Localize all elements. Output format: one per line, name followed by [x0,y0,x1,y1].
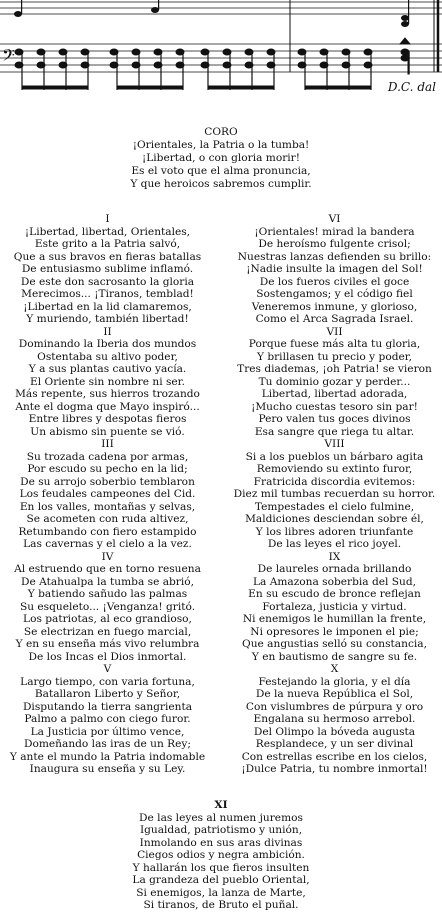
verse-line: Removiendo su extinto furor, [256,463,413,475]
verse-line: Fortaleza, justicia y virtud. [262,600,407,613]
verse-line: Las cavernas y el cielo a la vez. [23,538,192,550]
verse-line: Este grito a la Patria salvó, [34,238,181,250]
verse-line: ¡Mucho cuestas tesoro sin par! [251,400,418,413]
verse-line: De su arrojo soberbio temblaron [20,475,195,488]
chorus-line: Es el voto que el alma pronuncia, [131,165,311,177]
stanza-number: X [330,663,339,675]
chorus-line: ¡Orientales, la Patria o la tumba! [132,139,310,151]
verse-line: Al estruendo que en torno resuena [14,563,201,575]
verse-line: Un abismo sin puente se vió. [30,425,185,438]
verse-line: Engalana su hermoso arrebol. [253,713,416,725]
verse-line: Ni enemigos le humillan la frente, [242,613,427,625]
verse-line: Los patriotas, al eco grandioso, [23,613,192,625]
verse-line: Se acometen con ruda altivez, [26,513,189,525]
stanza [227,438,442,551]
verse-line: Largo tiempo, con varia fortuna, [20,675,195,688]
left-column [0,213,215,776]
verse-line: Por escudo su pecho en la lid; [27,463,188,475]
verse-line: Pero valen tus goces divinos [258,413,411,425]
verse-line: La grandeza del pueblo Oriental, [132,874,310,886]
chorus-line: Y que heroicos sabremos cumplir. [130,178,312,190]
verse-line: Que a sus bravos en fieras batallas [13,250,202,263]
stanza-number: IV [101,550,114,563]
verse-line: De los fueros civiles el goce [259,275,410,288]
verse-line: Su esqueleto... ¡Venganza! gritó. [19,600,196,613]
verse-line: Ni opresores le imponen el pie; [250,625,419,638]
verse-line: Libertad, libertad adorada, [261,388,408,400]
verse-line: Domeñando las iras de un Rey; [24,738,191,750]
chorus [0,126,442,191]
verse-line: De las leyes al numen juremos [139,811,303,824]
verse-line: Tres diademas, ¡oh Patria! se vieron [237,363,432,375]
stanza-number: V [103,663,112,675]
verse-line: ¡Nadie insulte la imagen del Sol! [246,263,423,275]
verse-line: Veneremos inmune, y glorioso, [251,300,418,313]
verse-line: Ciegos odios y negra ambición. [137,849,305,861]
verse-line: Ostentaba su altivo poder, [37,350,178,363]
verse-line: De heroísmo fulgente crisol; [258,238,411,250]
verse-line: Más repente, sus hierros trozando [15,388,200,400]
verse-line: Retumbando con fiero estampido [18,525,197,538]
verse-line: Inmolando en sus aras divinas [139,836,303,849]
verse-line: Sostengamos; y el código fiel [256,288,413,300]
chorus-line: ¡Libertad, o con gloria morir! [141,152,300,164]
verse-line: En su escudo de bronce reflejan [248,588,421,600]
stanza [227,326,442,439]
verse-line: Porque fuese más alta tu gloria, [248,338,421,350]
verse-line: Nuestras lanzas defienden su brillo: [237,250,432,263]
stanza [227,213,442,326]
verse-line: Los feudales campeones del Cid. [19,488,196,500]
verse-line: De las leyes el rico joyel. [267,538,402,550]
verse-line: En los valles, montañas y selvas, [19,500,196,513]
verse-line: La Justicia por último vence, [30,725,185,738]
verse-line: De la nueva República el Sol, [255,688,414,700]
verse-line: Palmo a palmo con ciego furor. [24,713,191,725]
stanza-number: I [105,213,110,225]
verse-line: Maldiciones desciendan sobre él, [245,513,424,525]
stanza-number: III [101,438,114,450]
verse-line: Resplandece, y un ser divinal [255,738,414,750]
stanza-number: IX [328,550,341,563]
verse-line: Inaugura su enseña y su Ley. [29,763,186,775]
verse-line: Diez mil tumbas recuerdan su horror. [233,488,436,500]
verse-line: Su trozada cadena por armas, [26,450,189,463]
stanza [227,663,442,776]
stanza-number: VI [328,213,341,225]
verse-line: Como el Arca Sagrada Israel. [255,313,414,325]
verse-line: Tu dominio gozar y perder... [258,375,411,388]
verse-line: De entusiasmo sublime inflamó. [21,263,194,275]
verse-line: Ante el dogma que Mayo inspiró... [15,400,200,413]
stanza [0,663,215,776]
stanza [0,213,215,326]
stanza-number: VIII [324,438,345,450]
verse-line: Y los libres adoren triunfante [255,525,414,538]
verse-line: Igualdad, patriotismo y unión, [139,824,303,836]
verse-line: Y ante el mundo la Patria indomable [9,750,206,763]
verse-line: Y brillasen tu precio y poder, [256,350,413,363]
stanza [227,551,442,664]
verse-line: Disputando la tierra sangrienta [22,700,193,713]
stanza [0,326,215,439]
stanza-number: VII [326,325,343,338]
verse-line: Si a los pueblos un bárbaro agita [245,450,424,463]
verse-line: Se electrizan en fuego marcial, [23,625,192,638]
verse-line: Si enemigos, la lanza de Marte, [136,886,306,899]
verse-line: Que angustias selló su constancia, [242,638,427,650]
verse-line: Y en bautismo de sangre su fe. [251,650,418,663]
verse-line: Y en su enseña más vivo relumbra [15,638,200,650]
verse-line: Del Olimpo la bóveda augusta [253,725,416,738]
svg-text:𝄢: 𝄢 [2,45,15,69]
verse-line: De los Incas el Dios inmortal. [28,650,187,663]
verse-line: ¡Orientales! mirad la bandera [254,225,415,238]
verse-line: Con vislumbres de púrpura y oro [245,700,424,713]
verse-line: Y hallarán los que fieros insulten [132,861,310,874]
verse-line: Entre libres y despotas fieros [28,413,187,425]
verse-line: ¡Dulce Patria, tu nombre inmortal! [241,763,428,775]
verse-line: Si tiranos, de Bruto el puñal. [143,899,299,911]
stanza [0,438,215,551]
stanza-xi [0,799,442,912]
verse-line: Tempestades el cielo fulmine, [254,500,415,513]
verse-line: Y batiendo sañudo las palmas [27,588,188,600]
verse-line: Batallaron Liberto y Señor, [34,688,181,700]
music-score [0,0,442,104]
verse-line: Y muriendo, también libertad! [26,313,189,325]
verse-line: ¡Libertad, libertad, Orientales, [24,225,191,238]
chorus-title: CORO [204,126,238,138]
verse-line: Fratricida discordia evitemos: [253,475,416,488]
stanza-number: II [103,325,112,338]
verse-line: Festejando la gloria, y el día [258,675,411,688]
stanza-number: XI [214,799,228,811]
verse-line: Dominando la Iberia dos mundos [18,338,197,350]
da-capo-marking: D.C. dal [387,80,436,94]
verse-line: De Atahualpa la tumba se abrió, [20,575,194,588]
verse-line: Merecimos... ¡Tiranos, temblad! [21,288,194,300]
verse-line: De laureles ornada brillando [257,563,412,575]
verse-line: Con estrellas escribe en los cielos, [241,750,428,763]
verse-line: La Amazona soberbia del Sud, [252,575,416,588]
verse-line: De este don sacrosanto la gloria [20,275,195,288]
stanza [0,551,215,664]
verse-line: Esa sangre que riega tu altar. [254,425,415,438]
verse-line: ¡Libertad en la lid clamaremos, [23,300,192,313]
right-column [227,213,442,776]
verse-line: El Oriente sin nombre ni ser. [30,375,185,388]
verse-line: Y a sus plantas cautivo yacía. [28,363,187,375]
